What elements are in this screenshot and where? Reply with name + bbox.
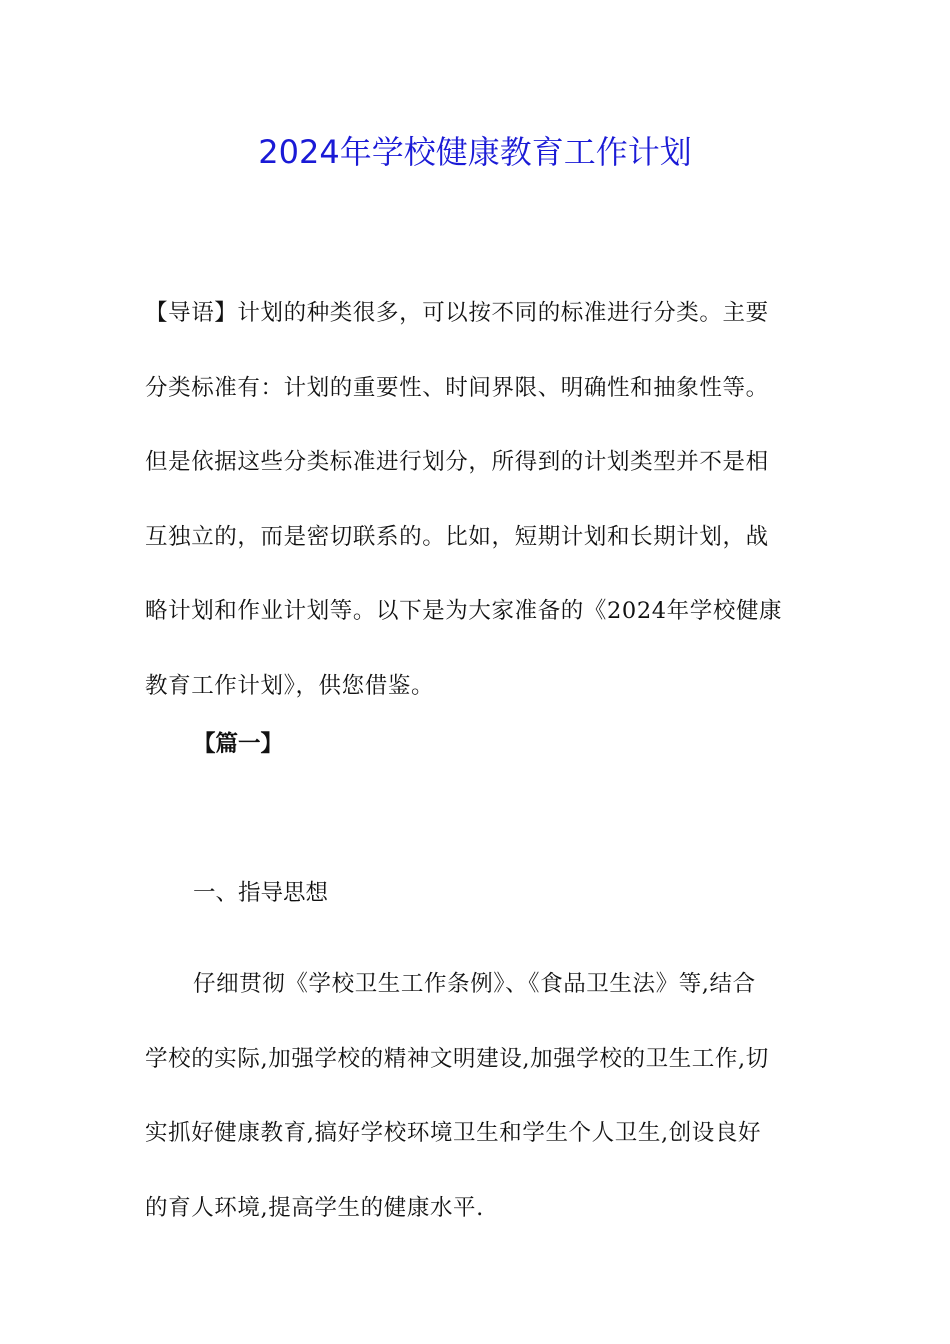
guide-line: 仔细贯彻《学校卫生工作条例》、《食品卫生法》等,结合: [193, 971, 756, 997]
guide-line: 实抓好健康教育,搞好学校环境卫生和学生个人卫生,创设良好: [145, 1120, 762, 1147]
intro-line: 教育工作计划》，供您借鉴。: [145, 672, 435, 699]
guide-line: 学校的实际,加强学校的精神文明建设,加强学校的卫生工作,切: [145, 1045, 769, 1072]
intro-paragraph: [145, 276, 810, 724]
guide-line: 的育人环境,提高学生的健康水平.: [145, 1194, 484, 1221]
intro-line: 互独立的，而是密切联系的。比如，短期计划和长期计划，战: [145, 523, 769, 550]
intro-line: 分类标准有：计划的重要性、时间界限、明确性和抽象性等。: [145, 374, 769, 401]
guide-paragraph: [145, 947, 810, 1245]
intro-line: 略计划和作业计划等。以下是为大家准备的《2024年学校健康: [145, 598, 783, 625]
section-heading: 一、指导思想: [193, 880, 329, 906]
document-title: 2024年学校健康教育工作计划: [258, 133, 692, 171]
intro-line: 但是依据这些分类标准进行划分，所得到的计划类型并不是相: [145, 449, 769, 476]
part-heading: 【篇一】: [193, 731, 284, 757]
intro-line: 【导语】计划的种类很多，可以按不同的标准进行分类。主要: [145, 300, 769, 326]
